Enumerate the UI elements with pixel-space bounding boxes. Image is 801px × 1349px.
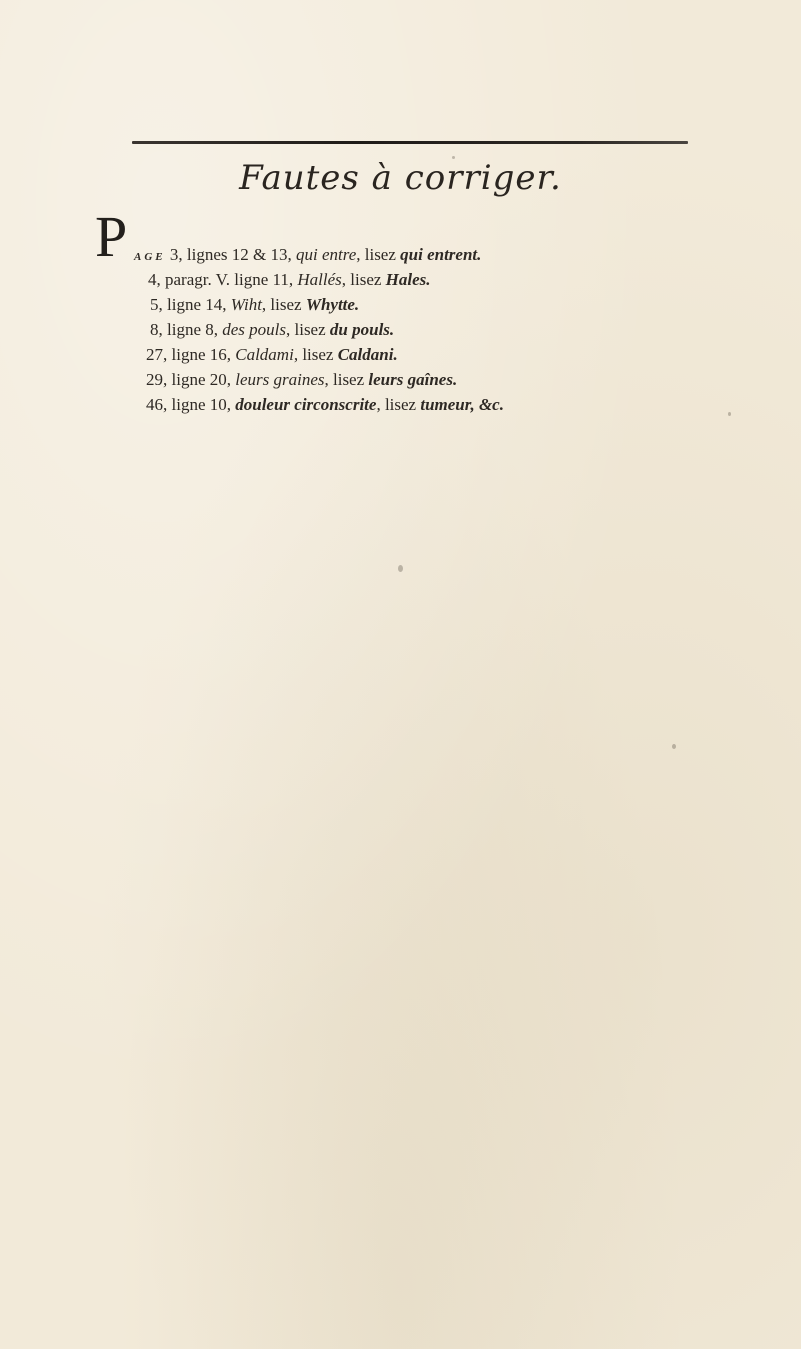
paper-speck <box>452 156 455 159</box>
top-rule <box>132 141 688 144</box>
errata-wrong: qui entre <box>295 245 357 264</box>
errata-wrong: Caldami <box>235 345 294 364</box>
errata-ref: 5, ligne 14, <box>150 295 231 314</box>
dropcap-letter: P <box>95 204 128 269</box>
errata-sep: , lisez <box>324 370 369 389</box>
errata-wrong: douleur circonscrite <box>235 395 377 414</box>
errata-ref: 3, lignes 12 & 13, <box>169 245 296 264</box>
errata-ref: 27, ligne 16, <box>146 345 236 364</box>
errata-wrong: Wiht <box>230 295 262 314</box>
errata-sep: , lisez <box>261 295 306 314</box>
errata-sep: , lisez <box>376 395 421 414</box>
errata-sep: , lisez <box>356 245 401 264</box>
errata-right: Hales. <box>385 270 431 289</box>
errata-lead: AGE <box>134 251 166 263</box>
errata-ref: 8, ligne 8, <box>150 320 223 339</box>
errata-sep: , lisez <box>286 320 330 339</box>
errata-right: qui entrent. <box>400 245 482 264</box>
errata-sep: , lisez <box>293 345 338 364</box>
errata-line <box>148 270 431 290</box>
errata-sep: , lisez <box>341 270 386 289</box>
errata-right: tumeur, &c. <box>420 395 504 414</box>
errata-line <box>150 320 394 340</box>
page-title: Fautes à corriger. <box>239 158 562 198</box>
errata-right: Caldani. <box>337 345 398 364</box>
paper-speck <box>728 412 731 416</box>
errata-wrong: leurs graines <box>235 370 325 389</box>
errata-line <box>150 295 359 315</box>
errata-ref: 4, paragr. V. ligne 11, <box>148 270 298 289</box>
errata-line <box>146 395 504 415</box>
errata-ref: 29, ligne 20, <box>146 370 236 389</box>
errata-line <box>134 245 481 265</box>
errata-right: du pouls. <box>329 320 395 339</box>
errata-ref: 46, ligne 10, <box>146 395 236 414</box>
errata-right: Whytte. <box>305 295 360 314</box>
errata-line <box>146 370 457 390</box>
paper-speck <box>398 565 403 572</box>
paper-speck <box>672 744 676 749</box>
errata-wrong: des pouls <box>222 320 286 339</box>
errata-wrong: Hallés <box>297 270 342 289</box>
errata-line <box>146 345 398 365</box>
errata-right: leurs gaînes. <box>368 370 458 389</box>
